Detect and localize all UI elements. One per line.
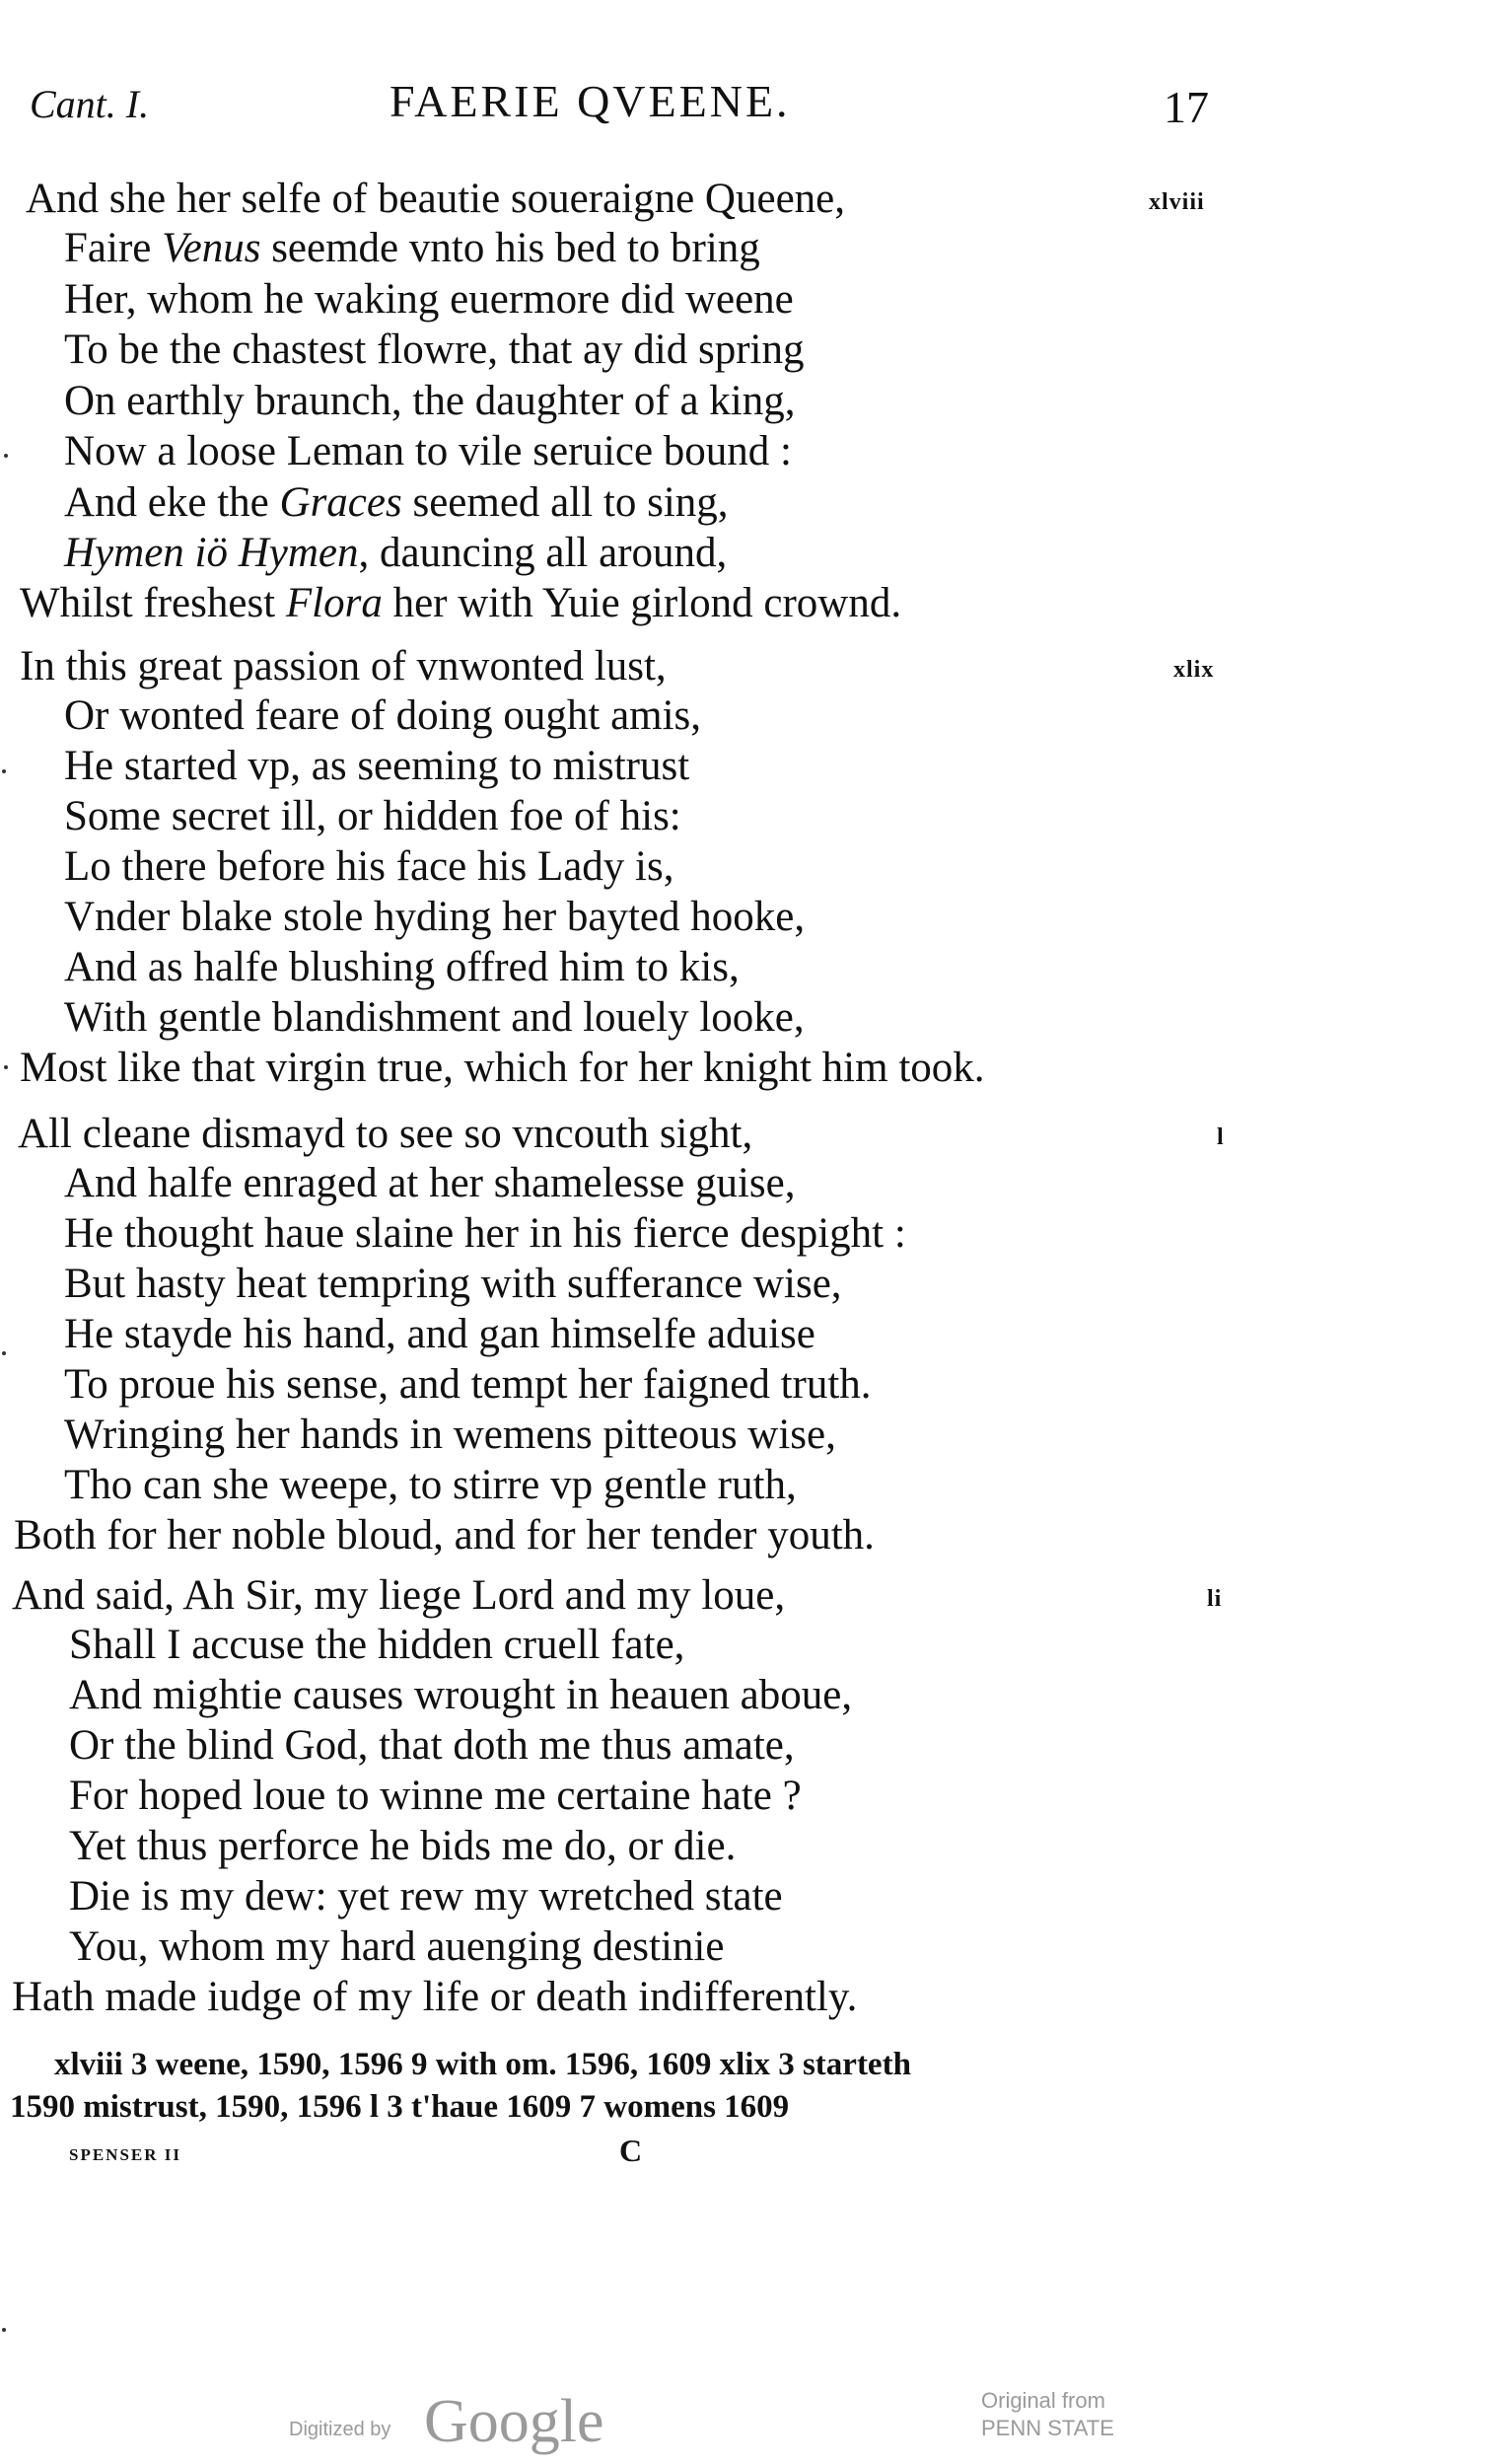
verse-line: You, whom my hard auenging destinie [69, 1923, 725, 1970]
verse-line: All cleane dismayd to see so vncouth sight, [18, 1111, 753, 1157]
original-source [981, 2387, 1114, 2441]
verse-line: In this great passion of vnwonted lust, [20, 643, 667, 689]
verse-line: Wringing her hands in wemens pitteous wise, [64, 1412, 836, 1458]
verse-line: He started vp, as seeming to mistrust [64, 743, 690, 789]
scan-mark [4, 1065, 8, 1069]
verse-line: Shall I accuse the hidden cruell fate, [69, 1622, 685, 1668]
verse-line: Hymen iö Hymen, dauncing all around, [64, 530, 728, 576]
verse-line: To be the chastest flowre, that ay did spring [64, 326, 805, 373]
verse-line: Or the blind God, that doth me thus amate, [69, 1722, 795, 1769]
scan-mark [2, 1351, 6, 1355]
note-line: xlviii 3 weene, 1590, 1596 9 with om. 1596, 1609 xlix 3 starteth [54, 2047, 911, 2082]
original-source-line: PENN STATE [981, 2415, 1114, 2440]
signature-mark: SPENSER II [69, 2145, 182, 2164]
verse-line: Tho can she weepe, to stirre vp gentle ruth, [64, 1462, 797, 1508]
verse-line: Or wonted feare of doing ought amis, [64, 692, 702, 739]
verse-line: For hoped loue to winne me certaine hate ? [69, 1773, 802, 1819]
verse-line: To proue his sense, and tempt her faigned truth. [64, 1361, 872, 1408]
verse-line: Most like that virgin true, which for her knight him took. [20, 1045, 985, 1091]
verse-line: And mightie causes wrought in heauen aboue, [69, 1672, 853, 1718]
original-source-line: Original from [981, 2388, 1105, 2413]
verse-line: And halfe enraged at her shamelesse guise, [64, 1160, 796, 1206]
scan-mark [4, 454, 8, 458]
scan-mark [2, 2328, 6, 2332]
signature-letter: C [619, 2133, 643, 2168]
verse-line: Whilst freshest Flora her with Yuie girlond crownd. [20, 580, 902, 626]
canto-label: Cant. I. [30, 82, 150, 126]
verse-line: Hath made iudge of my life or death indifferently. [12, 1974, 858, 2020]
verse-line: Lo there before his face his Lady is, [64, 843, 674, 890]
verse-line: Faire Venus seemde vnto his bed to bring [64, 225, 760, 271]
page-number: 17 [1164, 82, 1209, 132]
verse-line: Vnder blake stole hyding her bayted hooke, [64, 894, 806, 940]
verse-line: Her, whom he waking euermore did weene [64, 276, 794, 323]
verse-line: Yet thus perforce he bids me do, or die. [69, 1823, 737, 1869]
stanza-number: li [1207, 1586, 1223, 1612]
verse-line: And as halfe blushing offred him to kis, [64, 944, 740, 990]
verse-line: Both for her noble bloud, and for her tender youth. [14, 1512, 875, 1558]
verse-line: With gentle blandishment and louely looke, [64, 994, 805, 1041]
google-logo: Google [424, 2388, 604, 2455]
verse-line: On earthly braunch, the daughter of a king, [64, 378, 796, 424]
verse-line: Some secret ill, or hidden foe of his: [64, 793, 681, 839]
digitized-label: Digitized by [289, 2419, 391, 2440]
stanza-number: l [1217, 1124, 1225, 1150]
verse-line: And eke the Graces seemed all to sing, [64, 479, 729, 526]
note-line: 1590 mistrust, 1590, 1596 l 3 t'haue 1609 7 womens 1609 [10, 2089, 790, 2125]
verse-line: But hasty heat tempring with sufferance wise, [64, 1261, 842, 1307]
stanza-number: xlviii [1149, 189, 1205, 215]
verse-line: Now a loose Leman to vile seruice bound : [64, 428, 792, 474]
verse-line: He stayde his hand, and gan himselfe aduise [64, 1311, 815, 1357]
running-title: FAERIE QVEENE. [390, 76, 791, 126]
verse-line: He thought haue slaine her in his fierce despight : [64, 1210, 906, 1257]
verse-line: Die is my dew: yet rew my wretched state [69, 1873, 783, 1920]
scan-mark [2, 769, 6, 773]
stanza-number: xlix [1173, 657, 1215, 683]
verse-line: And said, Ah Sir, my liege Lord and my loue, [12, 1572, 786, 1619]
verse-line: And she her selfe of beautie soueraigne Queene, [26, 176, 845, 222]
